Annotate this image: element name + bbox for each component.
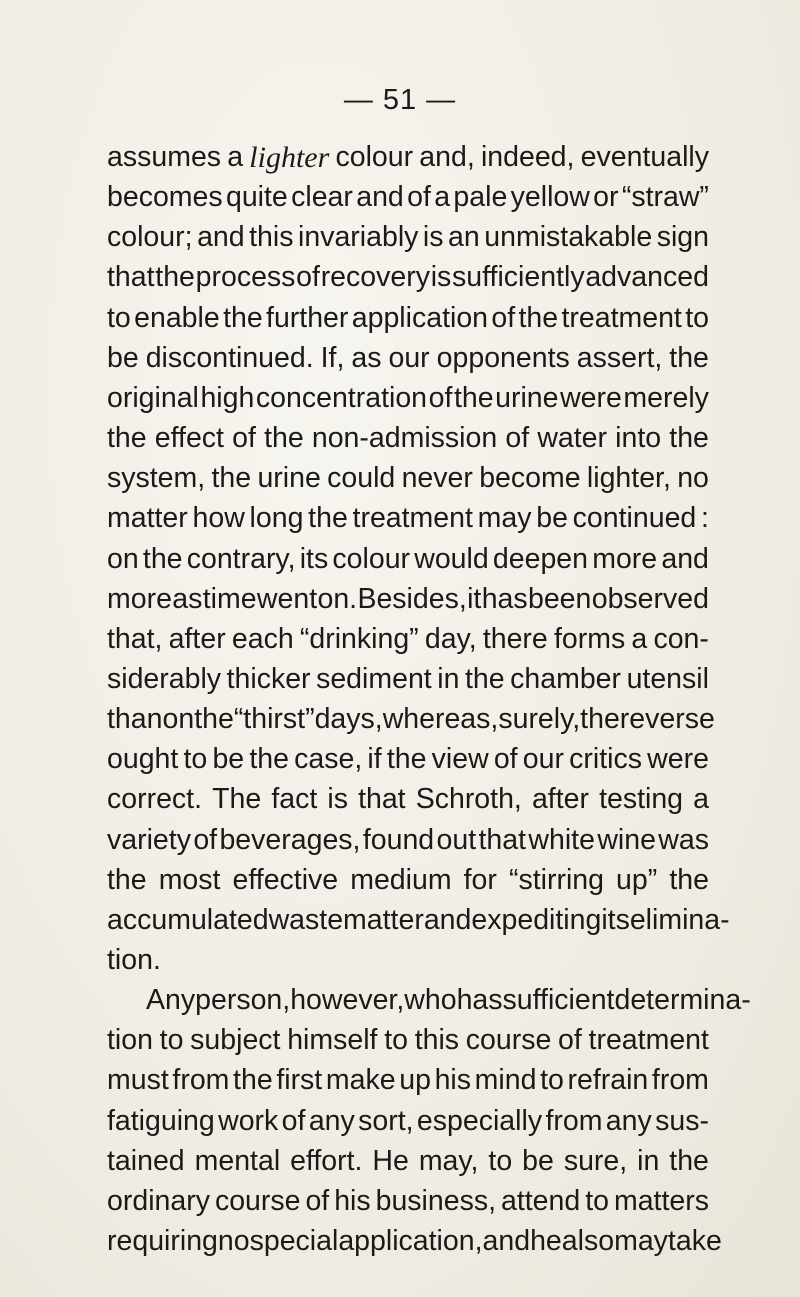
- text-line: requiring no special application, and he also may take: [107, 1225, 722, 1258]
- text-line: matter how long the treatment may be continued :: [107, 502, 709, 535]
- text-line: tion to subject himself to this course of treatment: [107, 1024, 709, 1057]
- text-line: be discontinued. If, as our opponents assert, the: [107, 341, 709, 374]
- text-line: than on the “thirst” days, whereas, surely, the reverse: [107, 703, 715, 736]
- text-line: variety of beverages, found out that white wine was: [107, 823, 709, 856]
- text-line: more as time went on. Besides, it has been observed: [107, 582, 709, 615]
- text-line: colour; and this invariably is an unmistakable sign: [107, 221, 709, 254]
- text-line: ordinary course of his business, attend to matters: [107, 1184, 709, 1217]
- text-line: that, after each “drinking” day, there forms a con-: [107, 622, 709, 655]
- text-line: fatiguing work of any sort, especially from any sus-: [107, 1104, 709, 1137]
- text-line: must from the first make up his mind to refrain from: [107, 1064, 709, 1097]
- text-line: the most effective medium for “stirring up” the: [107, 863, 709, 896]
- text-line: Any person, however, who has sufficient determina-: [146, 984, 751, 1017]
- text-line: assumes a lighter colour and, indeed, eventually: [107, 141, 709, 174]
- text-line: original high concentration of the urine were merely: [107, 381, 709, 414]
- text-line: tained mental effort. He may, to be sure, in the: [107, 1144, 709, 1177]
- text-line: accumulated waste matter and expediting its elimina-: [107, 903, 730, 936]
- text-line: that the process of recovery is sufficiently advanced: [107, 261, 709, 294]
- text-line: tion.: [107, 944, 161, 976]
- text-line: ought to be the case, if the view of our critics were: [107, 743, 709, 776]
- text-line: system, the urine could never become lighter, no: [107, 462, 709, 495]
- text-line: on the contrary, its colour would deepen more and: [107, 542, 709, 575]
- text-line: becomes quite clear and of a pale yellow or “straw”: [107, 181, 709, 214]
- text-line: the effect of the non-admission of water into the: [107, 422, 709, 455]
- page-number: — 51 —: [343, 84, 457, 116]
- text-line: correct. The fact is that Schroth, after testing a: [107, 783, 709, 816]
- text-line: to enable the further application of the treatment to: [107, 301, 709, 334]
- text-line: siderably thicker sediment in the chamber utensil: [107, 662, 709, 695]
